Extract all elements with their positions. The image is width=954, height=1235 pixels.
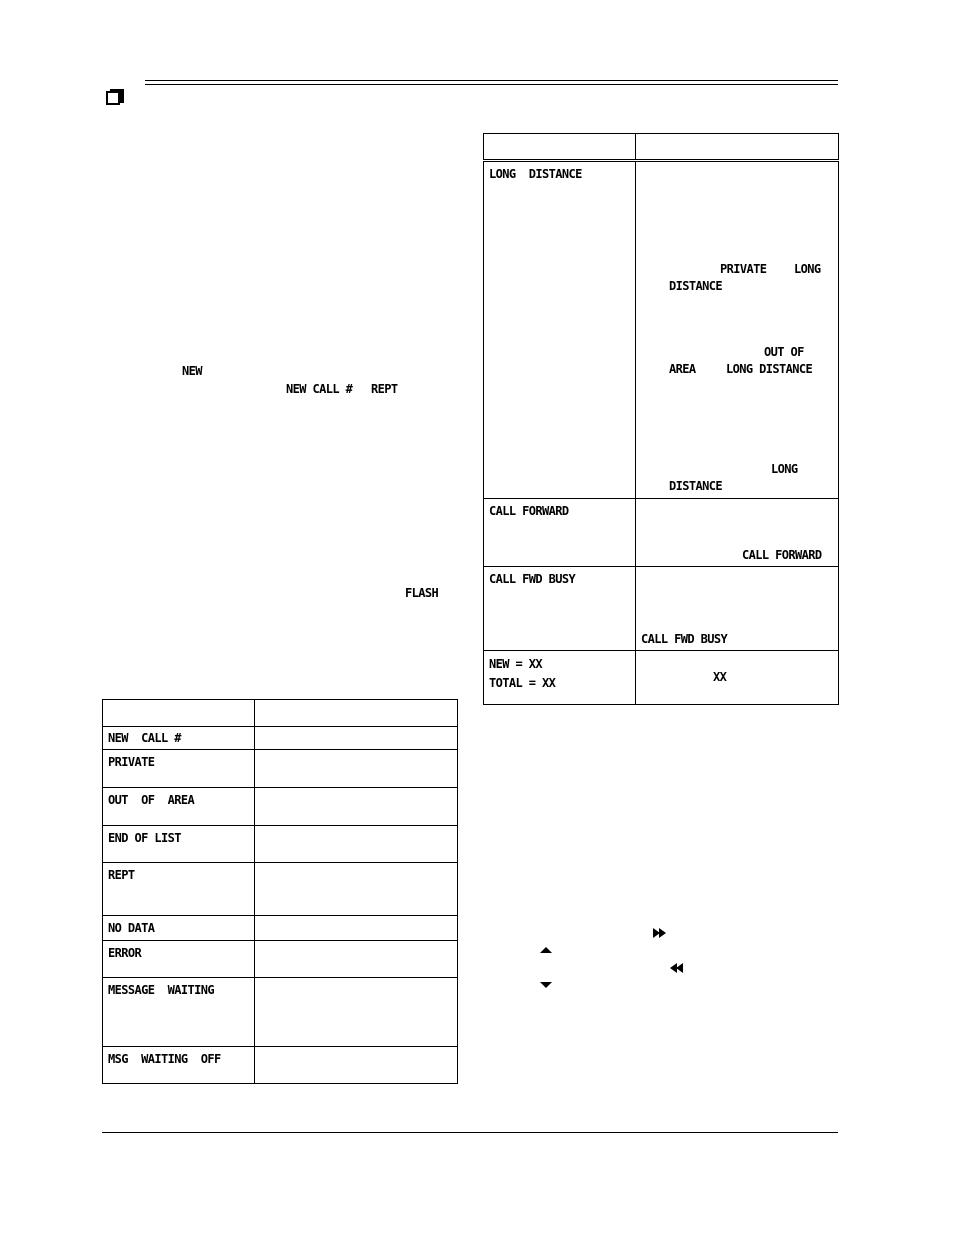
header-rule xyxy=(145,80,838,85)
table-row xyxy=(103,826,458,863)
table-row xyxy=(103,916,458,941)
table-row xyxy=(484,567,839,651)
right-display-table xyxy=(483,133,839,705)
desc-distance: DISTANCE xyxy=(669,479,722,493)
row-code: OUT OF AREA xyxy=(108,793,195,807)
table-row xyxy=(484,499,839,567)
table-row xyxy=(103,941,458,978)
desc-call-fwd-busy: CALL FWD BUSY xyxy=(641,632,728,646)
row-code: CALL FORWARD xyxy=(489,504,569,518)
desc-xx: XX xyxy=(713,670,727,684)
row-code: NO DATA xyxy=(108,921,155,935)
desc-area: AREA xyxy=(669,362,696,376)
inline-label-rept: REPT xyxy=(371,382,398,396)
desc-long: LONG xyxy=(794,262,821,276)
table-row xyxy=(484,651,839,705)
row-code: CALL FWD BUSY xyxy=(489,572,576,586)
table-row xyxy=(103,788,458,826)
table-row xyxy=(103,750,458,788)
up-arrow-icon xyxy=(539,945,553,955)
desc-distance: DISTANCE xyxy=(669,279,722,293)
desc-long: LONG xyxy=(771,462,798,476)
row-code: NEW = XX xyxy=(489,657,542,671)
row-code: MESSAGE WAITING xyxy=(108,983,214,997)
table-row xyxy=(103,727,458,750)
table-row xyxy=(103,978,458,1047)
checkbox-icon xyxy=(106,89,124,107)
down-arrow-icon xyxy=(539,980,553,990)
desc-private: PRIVATE xyxy=(720,262,767,276)
rewind-icon xyxy=(670,963,684,973)
footer-rule xyxy=(102,1132,838,1133)
inline-label-new-call: NEW CALL # xyxy=(286,382,353,396)
desc-long-distance: LONG DISTANCE xyxy=(726,362,813,376)
table-header-row xyxy=(484,134,839,161)
row-code: MSG WAITING OFF xyxy=(108,1052,221,1066)
fast-forward-icon xyxy=(653,928,667,938)
table-row xyxy=(103,863,458,916)
desc-call-forward: CALL FORWARD xyxy=(742,548,822,562)
row-code: LONG DISTANCE xyxy=(489,167,582,181)
inline-label-new: NEW xyxy=(182,364,202,378)
row-code: END OF LIST xyxy=(108,831,181,845)
table-row xyxy=(103,1047,458,1084)
row-code: TOTAL = XX xyxy=(489,676,556,690)
table-header-row xyxy=(103,700,458,727)
table-row xyxy=(484,161,839,499)
row-code: NEW CALL # xyxy=(108,731,181,745)
row-code: PRIVATE xyxy=(108,755,155,769)
row-code: ERROR xyxy=(108,946,142,960)
inline-label-flash: FLASH xyxy=(405,586,439,600)
desc-out-of: OUT OF xyxy=(764,345,804,359)
row-code: REPT xyxy=(108,868,135,882)
left-display-table xyxy=(102,699,458,1084)
